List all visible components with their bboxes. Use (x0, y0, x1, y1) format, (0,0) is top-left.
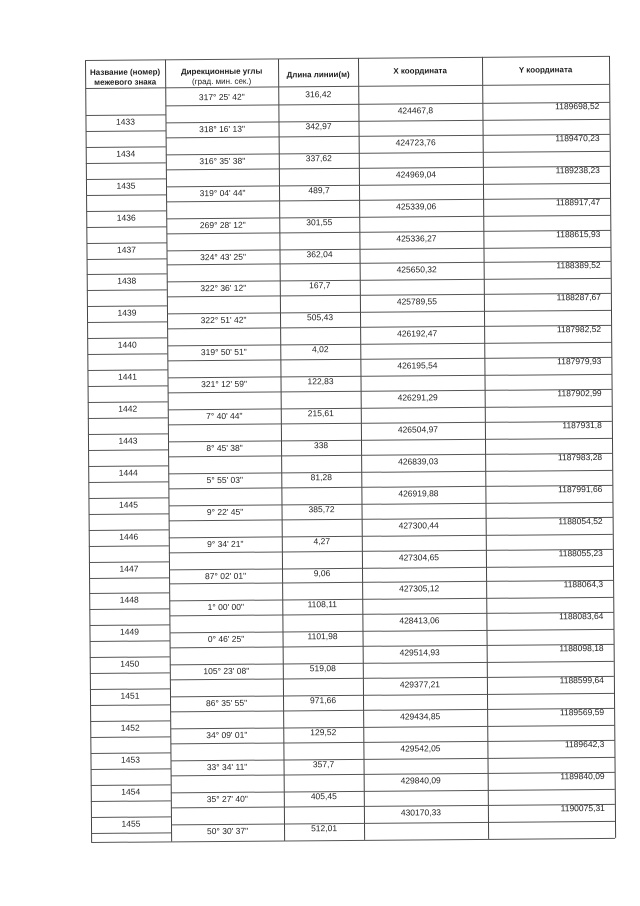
direction-angle: 319° 04' 44" (199, 187, 246, 198)
row-divider (168, 406, 612, 410)
x-coordinate: 426919,88 (398, 487, 439, 499)
line-length: 167,7 (309, 280, 331, 291)
line-length: 9,06 (313, 567, 331, 578)
mark-name: 1450 (120, 658, 140, 669)
x-coordinate: 425336,27 (396, 232, 437, 244)
row-divider (86, 194, 166, 196)
row-divider (167, 374, 611, 378)
direction-angle: 5° 55' 03" (206, 474, 244, 485)
x-coordinate: 426192,47 (397, 328, 438, 339)
mark-name: 1443 (118, 435, 138, 446)
row-divider (167, 310, 611, 314)
x-coordinate: 426195,54 (397, 360, 438, 371)
y-coordinate: 1188599,64 (559, 675, 604, 686)
mark-name: 1444 (118, 467, 138, 478)
mark-name: 1442 (118, 403, 138, 414)
line-length: 357,7 (312, 758, 335, 770)
direction-angle: 87° 02' 01" (204, 570, 247, 581)
direction-angle: 321° 12' 59" (201, 378, 248, 390)
line-length: 489,7 (308, 184, 330, 195)
direction-angle: 317° 25' 42" (198, 91, 245, 103)
line-length: 342,97 (305, 120, 332, 132)
direction-angle: 105° 23' 08" (203, 665, 250, 677)
y-coordinate: 1189569,59 (559, 706, 605, 718)
row-divider (168, 438, 612, 442)
direction-angle: 8° 45' 38" (206, 442, 243, 453)
table-border-right (609, 56, 616, 838)
row-divider (166, 246, 610, 250)
mark-name: 1437 (116, 244, 136, 255)
row-divider (171, 821, 615, 825)
table-border-top (85, 56, 609, 61)
line-length: 1101,98 (307, 631, 338, 642)
mark-name: 1434 (116, 148, 136, 159)
direction-angle: 7° 40' 44" (206, 410, 243, 422)
line-length: 405,45 (310, 790, 337, 802)
direction-angle: 0° 46' 25" (207, 634, 245, 645)
x-coordinate: 428413,06 (399, 615, 440, 626)
row-divider (87, 258, 167, 260)
row-divider (90, 704, 170, 706)
x-coordinate: 425650,32 (396, 264, 437, 275)
line-length: 215,61 (307, 408, 334, 419)
mark-name: 1446 (119, 531, 139, 542)
line-length: 4,02 (311, 344, 329, 355)
y-coordinate: 1189642,3 (564, 738, 605, 750)
mark-name: 1454 (121, 786, 141, 797)
row-divider (167, 278, 611, 282)
row-divider (91, 768, 171, 770)
y-coordinate: 1187983,28 (557, 451, 603, 463)
x-coordinate: 424969,04 (395, 168, 437, 180)
y-coordinate: 1188055,23 (558, 547, 603, 558)
row-divider (170, 725, 614, 729)
row-divider (90, 736, 170, 738)
header-angle-line1: Дирекционные углы (180, 66, 263, 77)
y-coordinate: 1187991,66 (558, 483, 603, 494)
y-coordinate: 1188917,47 (555, 196, 601, 207)
row-divider (90, 641, 170, 643)
mark-name: 1435 (116, 180, 136, 191)
row-divider (86, 162, 166, 164)
line-length: 122,83 (307, 376, 334, 387)
x-coordinate: 426839,03 (398, 456, 439, 467)
line-length: 338 (313, 439, 329, 451)
row-divider (169, 597, 613, 601)
y-coordinate: 1187979,93 (557, 356, 602, 367)
direction-angle: 1° 00' 00" (207, 602, 245, 613)
row-divider (169, 533, 613, 537)
mark-name: 1445 (118, 499, 138, 510)
y-coordinate: 1188054,52 (558, 515, 603, 526)
y-coordinate: 1188083,64 (559, 611, 604, 622)
row-divider (168, 470, 612, 474)
y-coordinate: 1190075,31 (560, 802, 605, 813)
direction-angle: 34° 09' 01" (206, 729, 248, 741)
header-y-coordinate: Y координата (518, 65, 573, 75)
line-length: 301,55 (306, 216, 333, 227)
header-angle-line2: (град. мин. сек.) (191, 76, 252, 87)
y-coordinate: 1189698,52 (555, 100, 600, 112)
mark-name: 1441 (117, 371, 137, 382)
direction-angle: 324° 43' 25" (200, 251, 247, 262)
mark-name: 1433 (115, 116, 135, 127)
row-divider (167, 342, 611, 346)
y-coordinate: 1187902,99 (557, 387, 602, 399)
row-divider (89, 545, 169, 547)
line-length: 385,72 (308, 503, 335, 514)
x-coordinate: 429434,85 (400, 711, 441, 722)
header-name-line2: межевого знака (94, 77, 157, 87)
mark-name: 1447 (119, 563, 139, 574)
line-length: 512,01 (310, 822, 338, 833)
mark-name: 1448 (119, 594, 139, 606)
mark-name: 1449 (119, 626, 139, 638)
mark-name: 1452 (120, 722, 140, 733)
mark-name: 1438 (117, 275, 137, 287)
y-coordinate: 1188098,18 (559, 643, 604, 654)
line-length: 519,08 (309, 663, 336, 674)
row-divider (170, 629, 614, 633)
x-coordinate: 427304,65 (398, 551, 440, 563)
x-coordinate: 426504,97 (397, 424, 439, 435)
line-length: 971,66 (309, 695, 337, 706)
y-coordinate: 1188287,67 (556, 292, 601, 303)
line-length: 81,28 (310, 471, 332, 483)
row-divider (170, 693, 614, 697)
x-coordinate: 424723,76 (395, 137, 436, 148)
row-divider (87, 322, 167, 324)
y-coordinate: 1189470,23 (555, 132, 600, 144)
y-coordinate: 1188389,52 (556, 260, 601, 271)
row-divider (90, 673, 170, 675)
row-divider (91, 800, 171, 802)
header-length: Длина линии(м) (286, 69, 350, 80)
row-divider (169, 565, 613, 569)
line-length: 337,62 (305, 152, 332, 164)
row-divider (168, 502, 612, 506)
line-length: 4,27 (313, 535, 331, 546)
y-coordinate: 1188615,93 (556, 228, 601, 239)
row-divider (86, 226, 166, 228)
row-divider (88, 481, 168, 483)
y-coordinate: 1189238,23 (555, 164, 600, 175)
row-divider (166, 151, 610, 155)
line-length: 362,04 (306, 248, 333, 259)
row-divider (87, 290, 167, 292)
direction-angle: 50° 30' 37" (206, 825, 249, 836)
line-length: 316,42 (305, 89, 332, 100)
y-coordinate: 1187931,8 (562, 419, 602, 431)
line-length: 1108,11 (307, 599, 338, 610)
direction-angle: 9° 34' 21" (207, 538, 244, 549)
row-divider (87, 354, 167, 356)
y-coordinate: 1189840,09 (560, 770, 605, 782)
header-name-line1: Название (номер) (89, 67, 161, 77)
x-coordinate: 429377,21 (399, 679, 441, 690)
direction-angle: 316° 35' 38" (199, 155, 246, 166)
mark-name: 1455 (121, 818, 141, 829)
mark-name: 1440 (117, 339, 137, 350)
direction-angle: 319° 50' 51" (200, 346, 247, 358)
x-coordinate: 430170,33 (400, 806, 442, 818)
direction-angle: 9° 22' 45" (206, 506, 244, 517)
line-length: 129,52 (310, 727, 337, 738)
mark-name: 1451 (120, 690, 140, 701)
direction-angle: 35° 27' 40" (206, 793, 248, 804)
x-coordinate: 425789,55 (396, 296, 438, 307)
x-coordinate: 425339,06 (396, 200, 437, 212)
mark-name: 1439 (117, 307, 137, 319)
row-divider (89, 513, 169, 515)
row-divider (91, 832, 171, 834)
y-coordinate: 1188064,3 (563, 579, 604, 590)
row-divider (170, 661, 614, 665)
row-divider (88, 449, 168, 451)
direction-angle: 322° 36' 12" (200, 283, 247, 294)
row-divider (171, 757, 615, 761)
x-coordinate: 429840,09 (400, 775, 441, 786)
row-divider (89, 609, 169, 611)
row-divider (88, 417, 168, 419)
row-divider (165, 119, 609, 123)
mark-name: 1436 (116, 212, 136, 223)
row-divider (89, 577, 169, 579)
row-divider (166, 183, 610, 187)
x-coordinate: 427305,12 (399, 583, 440, 594)
y-coordinate: 1187982,52 (556, 324, 602, 335)
direction-angle: 269° 28' 12" (199, 219, 246, 230)
x-coordinate: 426291,29 (397, 392, 438, 403)
row-divider (86, 130, 166, 132)
x-coordinate: 429542,05 (400, 743, 441, 754)
line-length: 505,43 (306, 312, 334, 323)
x-coordinate: 424467,8 (397, 105, 434, 116)
direction-angle: 318° 16' 13" (199, 123, 246, 134)
direction-angle: 86° 35' 55" (205, 697, 248, 709)
direction-angle: 33° 34' 11" (206, 761, 248, 772)
row-divider (88, 385, 168, 387)
mark-name: 1453 (120, 754, 140, 765)
row-divider (171, 789, 615, 793)
header-x-coordinate: X координата (393, 66, 447, 76)
row-divider (166, 214, 610, 218)
table-border-bottom (91, 838, 615, 843)
direction-angle: 322° 51' 42" (200, 315, 247, 326)
x-coordinate: 427300,44 (398, 519, 439, 531)
x-coordinate: 429514,93 (399, 647, 440, 658)
